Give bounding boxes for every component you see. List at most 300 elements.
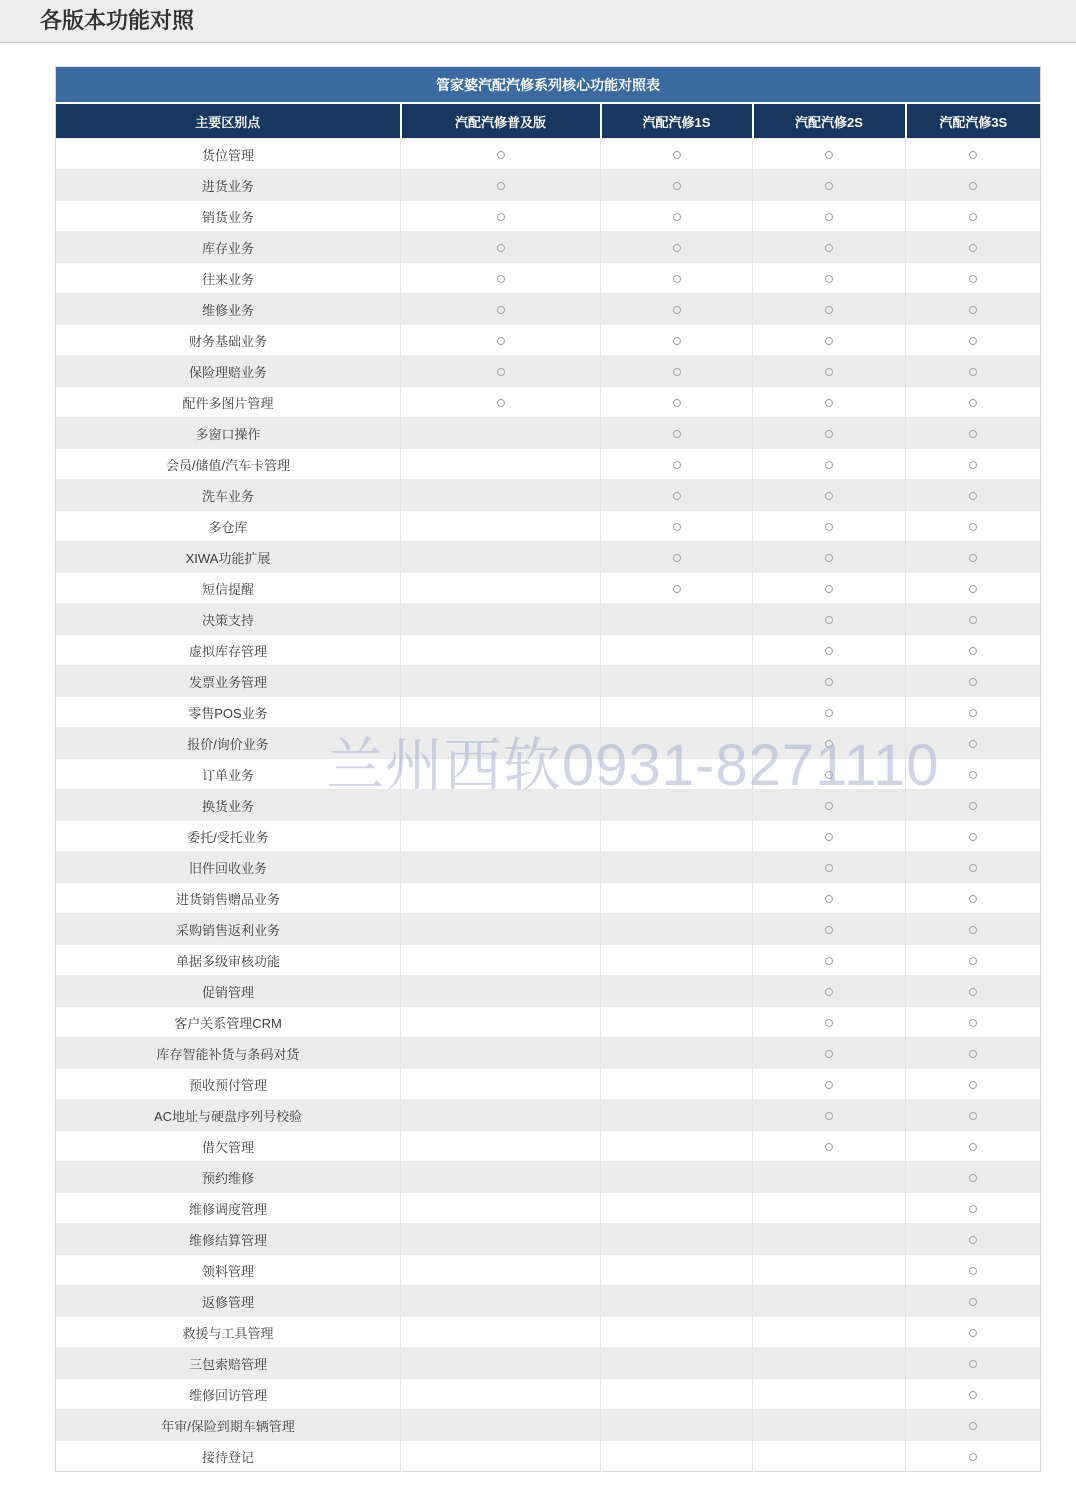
table-row — [56, 883, 1041, 914]
feature-label: 单据多级审核功能 — [56, 945, 401, 976]
support-cell — [601, 294, 753, 325]
feature-label: 维修业务 — [56, 294, 401, 325]
comparison-table-panel — [55, 66, 1040, 1472]
support-cell — [601, 511, 753, 542]
support-circle-mark — [497, 368, 505, 376]
support-cell — [601, 1100, 753, 1131]
support-circle-mark — [969, 957, 977, 965]
support-cell — [401, 1379, 601, 1410]
support-cell — [401, 728, 601, 759]
table-row — [56, 1348, 1041, 1379]
support-cell — [601, 263, 753, 294]
support-cell — [906, 263, 1041, 294]
support-cell — [601, 852, 753, 883]
support-cell — [753, 1131, 906, 1162]
support-cell — [601, 139, 753, 170]
feature-label: 财务基础业务 — [56, 325, 401, 356]
support-circle-mark — [825, 895, 833, 903]
support-cell — [753, 1100, 906, 1131]
support-circle-mark — [969, 1143, 977, 1151]
table-row — [56, 1131, 1041, 1162]
support-cell — [753, 418, 906, 449]
support-cell — [401, 821, 601, 852]
support-circle-mark — [825, 988, 833, 996]
support-circle-mark — [497, 306, 505, 314]
support-circle-mark — [825, 616, 833, 624]
support-cell — [753, 1410, 906, 1441]
support-cell — [753, 759, 906, 790]
support-cell — [753, 852, 906, 883]
support-circle-mark — [969, 895, 977, 903]
support-cell — [601, 232, 753, 263]
support-circle-mark — [673, 213, 681, 221]
support-cell — [906, 759, 1041, 790]
support-circle-mark — [825, 957, 833, 965]
support-cell — [401, 1100, 601, 1131]
support-circle-mark — [969, 585, 977, 593]
feature-comparison-table — [55, 66, 1041, 1472]
support-cell — [906, 418, 1041, 449]
support-cell — [906, 1038, 1041, 1069]
support-circle-mark — [673, 244, 681, 252]
support-circle-mark — [969, 616, 977, 624]
table-row — [56, 325, 1041, 356]
support-cell — [753, 945, 906, 976]
support-cell — [753, 1379, 906, 1410]
support-cell — [906, 914, 1041, 945]
feature-label: 虚拟库存管理 — [56, 635, 401, 666]
support-circle-mark — [825, 461, 833, 469]
support-cell — [401, 201, 601, 232]
support-cell — [601, 728, 753, 759]
support-circle-mark — [673, 523, 681, 531]
support-circle-mark — [825, 1143, 833, 1151]
support-cell — [401, 294, 601, 325]
support-circle-mark — [825, 678, 833, 686]
support-circle-mark — [825, 337, 833, 345]
support-cell — [401, 1317, 601, 1348]
support-cell — [906, 1069, 1041, 1100]
table-caption-row — [56, 67, 1041, 104]
support-circle-mark — [497, 182, 505, 190]
table-row — [56, 511, 1041, 542]
feature-label: 配件多图片管理 — [56, 387, 401, 418]
support-cell — [601, 1193, 753, 1224]
support-cell — [906, 232, 1041, 263]
support-circle-mark — [673, 399, 681, 407]
support-cell — [401, 914, 601, 945]
table-row — [56, 666, 1041, 697]
support-cell — [906, 728, 1041, 759]
support-cell — [601, 1162, 753, 1193]
support-cell — [401, 945, 601, 976]
support-cell — [906, 387, 1041, 418]
support-cell — [906, 1410, 1041, 1441]
support-cell — [601, 914, 753, 945]
table-row — [56, 387, 1041, 418]
feature-label: 零售POS业务 — [56, 697, 401, 728]
table-row — [56, 480, 1041, 511]
support-cell — [601, 1379, 753, 1410]
support-cell — [401, 635, 601, 666]
feature-label: 预约维修 — [56, 1162, 401, 1193]
support-circle-mark — [969, 213, 977, 221]
table-row — [56, 1317, 1041, 1348]
table-row — [56, 635, 1041, 666]
support-circle-mark — [825, 430, 833, 438]
table-row — [56, 1007, 1041, 1038]
support-cell — [401, 1069, 601, 1100]
support-circle-mark — [969, 647, 977, 655]
table-row — [56, 976, 1041, 1007]
support-cell — [753, 728, 906, 759]
support-cell — [906, 201, 1041, 232]
support-cell — [906, 635, 1041, 666]
support-cell — [753, 1069, 906, 1100]
support-circle-mark — [825, 275, 833, 283]
feature-label: 客户关系管理CRM — [56, 1007, 401, 1038]
support-circle-mark — [969, 1205, 977, 1213]
table-row — [56, 449, 1041, 480]
support-circle-mark — [969, 709, 977, 717]
support-cell — [906, 1131, 1041, 1162]
feature-label: 洗车业务 — [56, 480, 401, 511]
support-circle-mark — [825, 771, 833, 779]
support-circle-mark — [969, 244, 977, 252]
support-circle-mark — [969, 1267, 977, 1275]
support-cell — [401, 449, 601, 480]
support-cell — [601, 418, 753, 449]
page-title: 各版本功能对照 — [40, 8, 195, 33]
table-row — [56, 1286, 1041, 1317]
column-header-edition-2s: 汽配汽修2S — [753, 103, 906, 139]
support-circle-mark — [497, 151, 505, 159]
table-row — [56, 263, 1041, 294]
support-circle-mark — [673, 554, 681, 562]
support-cell — [753, 1162, 906, 1193]
support-circle-mark — [825, 833, 833, 841]
page-title-bar — [0, 0, 1076, 43]
feature-label: 库存业务 — [56, 232, 401, 263]
support-cell — [906, 511, 1041, 542]
support-circle-mark — [969, 1236, 977, 1244]
support-cell — [601, 1069, 753, 1100]
support-circle-mark — [969, 523, 977, 531]
feature-label: 保险理赔业务 — [56, 356, 401, 387]
feature-label: 往来业务 — [56, 263, 401, 294]
support-cell — [753, 821, 906, 852]
table-row — [56, 914, 1041, 945]
support-cell — [601, 1410, 753, 1441]
table-row — [56, 170, 1041, 201]
support-cell — [753, 573, 906, 604]
support-cell — [401, 1131, 601, 1162]
support-cell — [601, 604, 753, 635]
support-cell — [753, 1038, 906, 1069]
support-cell — [601, 821, 753, 852]
support-circle-mark — [969, 492, 977, 500]
support-cell — [401, 511, 601, 542]
column-header-feature: 主要区别点 — [56, 103, 401, 139]
support-circle-mark — [825, 523, 833, 531]
support-circle-mark — [969, 151, 977, 159]
support-cell — [401, 1286, 601, 1317]
support-circle-mark — [825, 709, 833, 717]
support-cell — [753, 356, 906, 387]
support-circle-mark — [673, 368, 681, 376]
support-circle-mark — [969, 1360, 977, 1368]
feature-label: 维修调度管理 — [56, 1193, 401, 1224]
watermark-text: 兰州西软0931-8271110 — [326, 733, 940, 798]
support-cell — [906, 1162, 1041, 1193]
feature-label: 借欠管理 — [56, 1131, 401, 1162]
support-circle-mark — [825, 151, 833, 159]
support-cell — [906, 1317, 1041, 1348]
support-cell — [906, 1193, 1041, 1224]
support-cell — [906, 1379, 1041, 1410]
feature-label: 救援与工具管理 — [56, 1317, 401, 1348]
support-circle-mark — [969, 864, 977, 872]
support-circle-mark — [673, 275, 681, 283]
table-row — [56, 139, 1041, 170]
table-row — [56, 945, 1041, 976]
support-cell — [906, 1007, 1041, 1038]
support-cell — [753, 666, 906, 697]
support-cell — [753, 201, 906, 232]
support-cell — [401, 697, 601, 728]
column-header-edition-py: 汽配汽修普及版 — [401, 103, 601, 139]
support-cell — [601, 635, 753, 666]
support-circle-mark — [969, 1391, 977, 1399]
support-circle-mark — [969, 399, 977, 407]
support-cell — [401, 852, 601, 883]
support-cell — [906, 449, 1041, 480]
support-cell — [601, 1224, 753, 1255]
feature-label: 订单业务 — [56, 759, 401, 790]
support-cell — [906, 542, 1041, 573]
support-circle-mark — [969, 771, 977, 779]
support-cell — [906, 1286, 1041, 1317]
support-circle-mark — [825, 368, 833, 376]
support-circle-mark — [825, 182, 833, 190]
feature-label: 领料管理 — [56, 1255, 401, 1286]
support-circle-mark — [825, 554, 833, 562]
support-cell — [753, 1441, 906, 1472]
support-circle-mark — [673, 337, 681, 345]
table-row — [56, 542, 1041, 573]
support-circle-mark — [497, 337, 505, 345]
support-cell — [601, 542, 753, 573]
support-cell — [601, 1441, 753, 1472]
support-circle-mark — [969, 678, 977, 686]
support-cell — [401, 1193, 601, 1224]
support-cell — [401, 387, 601, 418]
column-header-edition-3s: 汽配汽修3S — [906, 103, 1041, 139]
support-cell — [401, 1410, 601, 1441]
feature-label: 决策支持 — [56, 604, 401, 635]
feature-label: 换货业务 — [56, 790, 401, 821]
table-row — [56, 1224, 1041, 1255]
feature-label: 销货业务 — [56, 201, 401, 232]
support-circle-mark — [969, 182, 977, 190]
support-circle-mark — [497, 275, 505, 283]
support-circle-mark — [825, 492, 833, 500]
support-circle-mark — [969, 306, 977, 314]
support-cell — [753, 1286, 906, 1317]
support-circle-mark — [673, 461, 681, 469]
support-cell — [753, 1193, 906, 1224]
support-circle-mark — [969, 1329, 977, 1337]
support-cell — [753, 1348, 906, 1379]
column-header-edition-1s: 汽配汽修1S — [601, 103, 753, 139]
support-cell — [401, 976, 601, 1007]
feature-label: 进货业务 — [56, 170, 401, 201]
support-circle-mark — [673, 430, 681, 438]
support-cell — [753, 697, 906, 728]
support-cell — [401, 1255, 601, 1286]
table-row — [56, 294, 1041, 325]
support-cell — [906, 1255, 1041, 1286]
support-cell — [753, 883, 906, 914]
table-row — [56, 1162, 1041, 1193]
support-circle-mark — [969, 368, 977, 376]
support-cell — [601, 480, 753, 511]
feature-label: 短信提醒 — [56, 573, 401, 604]
support-cell — [906, 790, 1041, 821]
support-cell — [401, 139, 601, 170]
support-circle-mark — [825, 213, 833, 221]
feature-label: 委托/受托业务 — [56, 821, 401, 852]
support-circle-mark — [497, 244, 505, 252]
table-row — [56, 1410, 1041, 1441]
table-row — [56, 1038, 1041, 1069]
support-cell — [753, 1255, 906, 1286]
feature-label: 采购销售返利业务 — [56, 914, 401, 945]
feature-label: 多仓库 — [56, 511, 401, 542]
support-circle-mark — [969, 461, 977, 469]
support-cell — [601, 1131, 753, 1162]
support-cell — [401, 170, 601, 201]
support-cell — [906, 356, 1041, 387]
feature-label: AC地址与硬盘序列号校验 — [56, 1100, 401, 1131]
table-row — [56, 790, 1041, 821]
support-cell — [401, 1224, 601, 1255]
support-cell — [753, 170, 906, 201]
support-circle-mark — [673, 306, 681, 314]
feature-label: 多窗口操作 — [56, 418, 401, 449]
support-cell — [401, 666, 601, 697]
support-circle-mark — [969, 554, 977, 562]
support-cell — [601, 883, 753, 914]
table-row — [56, 1069, 1041, 1100]
table-caption: 管家婆汽配汽修系列核心功能对照表 — [56, 67, 1041, 104]
support-circle-mark — [969, 1112, 977, 1120]
feature-label: 三包索赔管理 — [56, 1348, 401, 1379]
feature-label: 旧件回收业务 — [56, 852, 401, 883]
feature-label: 促销管理 — [56, 976, 401, 1007]
table-row — [56, 821, 1041, 852]
support-cell — [906, 294, 1041, 325]
support-circle-mark — [825, 864, 833, 872]
support-cell — [401, 790, 601, 821]
support-cell — [906, 1348, 1041, 1379]
support-circle-mark — [673, 492, 681, 500]
support-cell — [906, 1224, 1041, 1255]
support-cell — [401, 356, 601, 387]
support-cell — [601, 1038, 753, 1069]
support-circle-mark — [825, 585, 833, 593]
support-cell — [601, 1255, 753, 1286]
support-circle-mark — [673, 585, 681, 593]
support-circle-mark — [825, 1112, 833, 1120]
support-circle-mark — [969, 1453, 977, 1461]
support-circle-mark — [969, 926, 977, 934]
support-cell — [906, 821, 1041, 852]
feature-table-body — [56, 139, 1041, 1472]
support-cell — [401, 1441, 601, 1472]
support-circle-mark — [969, 337, 977, 345]
table-row — [56, 852, 1041, 883]
support-circle-mark — [825, 802, 833, 810]
support-cell — [753, 635, 906, 666]
support-cell — [753, 542, 906, 573]
support-cell — [906, 883, 1041, 914]
support-cell — [906, 480, 1041, 511]
support-cell — [753, 232, 906, 263]
feature-label: 会员/储值/汽车卡管理 — [56, 449, 401, 480]
support-cell — [601, 449, 753, 480]
support-cell — [601, 1007, 753, 1038]
support-cell — [906, 604, 1041, 635]
support-circle-mark — [825, 740, 833, 748]
feature-label: 进货销售赠品业务 — [56, 883, 401, 914]
support-cell — [906, 852, 1041, 883]
support-cell — [753, 325, 906, 356]
support-cell — [401, 542, 601, 573]
support-circle-mark — [825, 647, 833, 655]
support-cell — [906, 1441, 1041, 1472]
table-row — [56, 604, 1041, 635]
table-row — [56, 1100, 1041, 1131]
support-cell — [601, 759, 753, 790]
support-circle-mark — [497, 399, 505, 407]
support-cell — [601, 697, 753, 728]
feature-label: 发票业务管理 — [56, 666, 401, 697]
support-cell — [601, 573, 753, 604]
support-circle-mark — [969, 1298, 977, 1306]
support-circle-mark — [969, 1081, 977, 1089]
table-row — [56, 728, 1041, 759]
support-cell — [401, 232, 601, 263]
support-cell — [753, 480, 906, 511]
table-row — [56, 418, 1041, 449]
support-cell — [601, 976, 753, 1007]
feature-label: 返修管理 — [56, 1286, 401, 1317]
table-row — [56, 1255, 1041, 1286]
support-cell — [601, 325, 753, 356]
feature-label: 接待登记 — [56, 1441, 401, 1472]
support-cell — [906, 976, 1041, 1007]
support-cell — [401, 325, 601, 356]
table-row — [56, 759, 1041, 790]
support-circle-mark — [969, 275, 977, 283]
support-cell — [753, 139, 906, 170]
support-circle-mark — [673, 182, 681, 190]
table-row — [56, 1441, 1041, 1472]
support-cell — [401, 573, 601, 604]
support-circle-mark — [825, 1050, 833, 1058]
table-row — [56, 1379, 1041, 1410]
